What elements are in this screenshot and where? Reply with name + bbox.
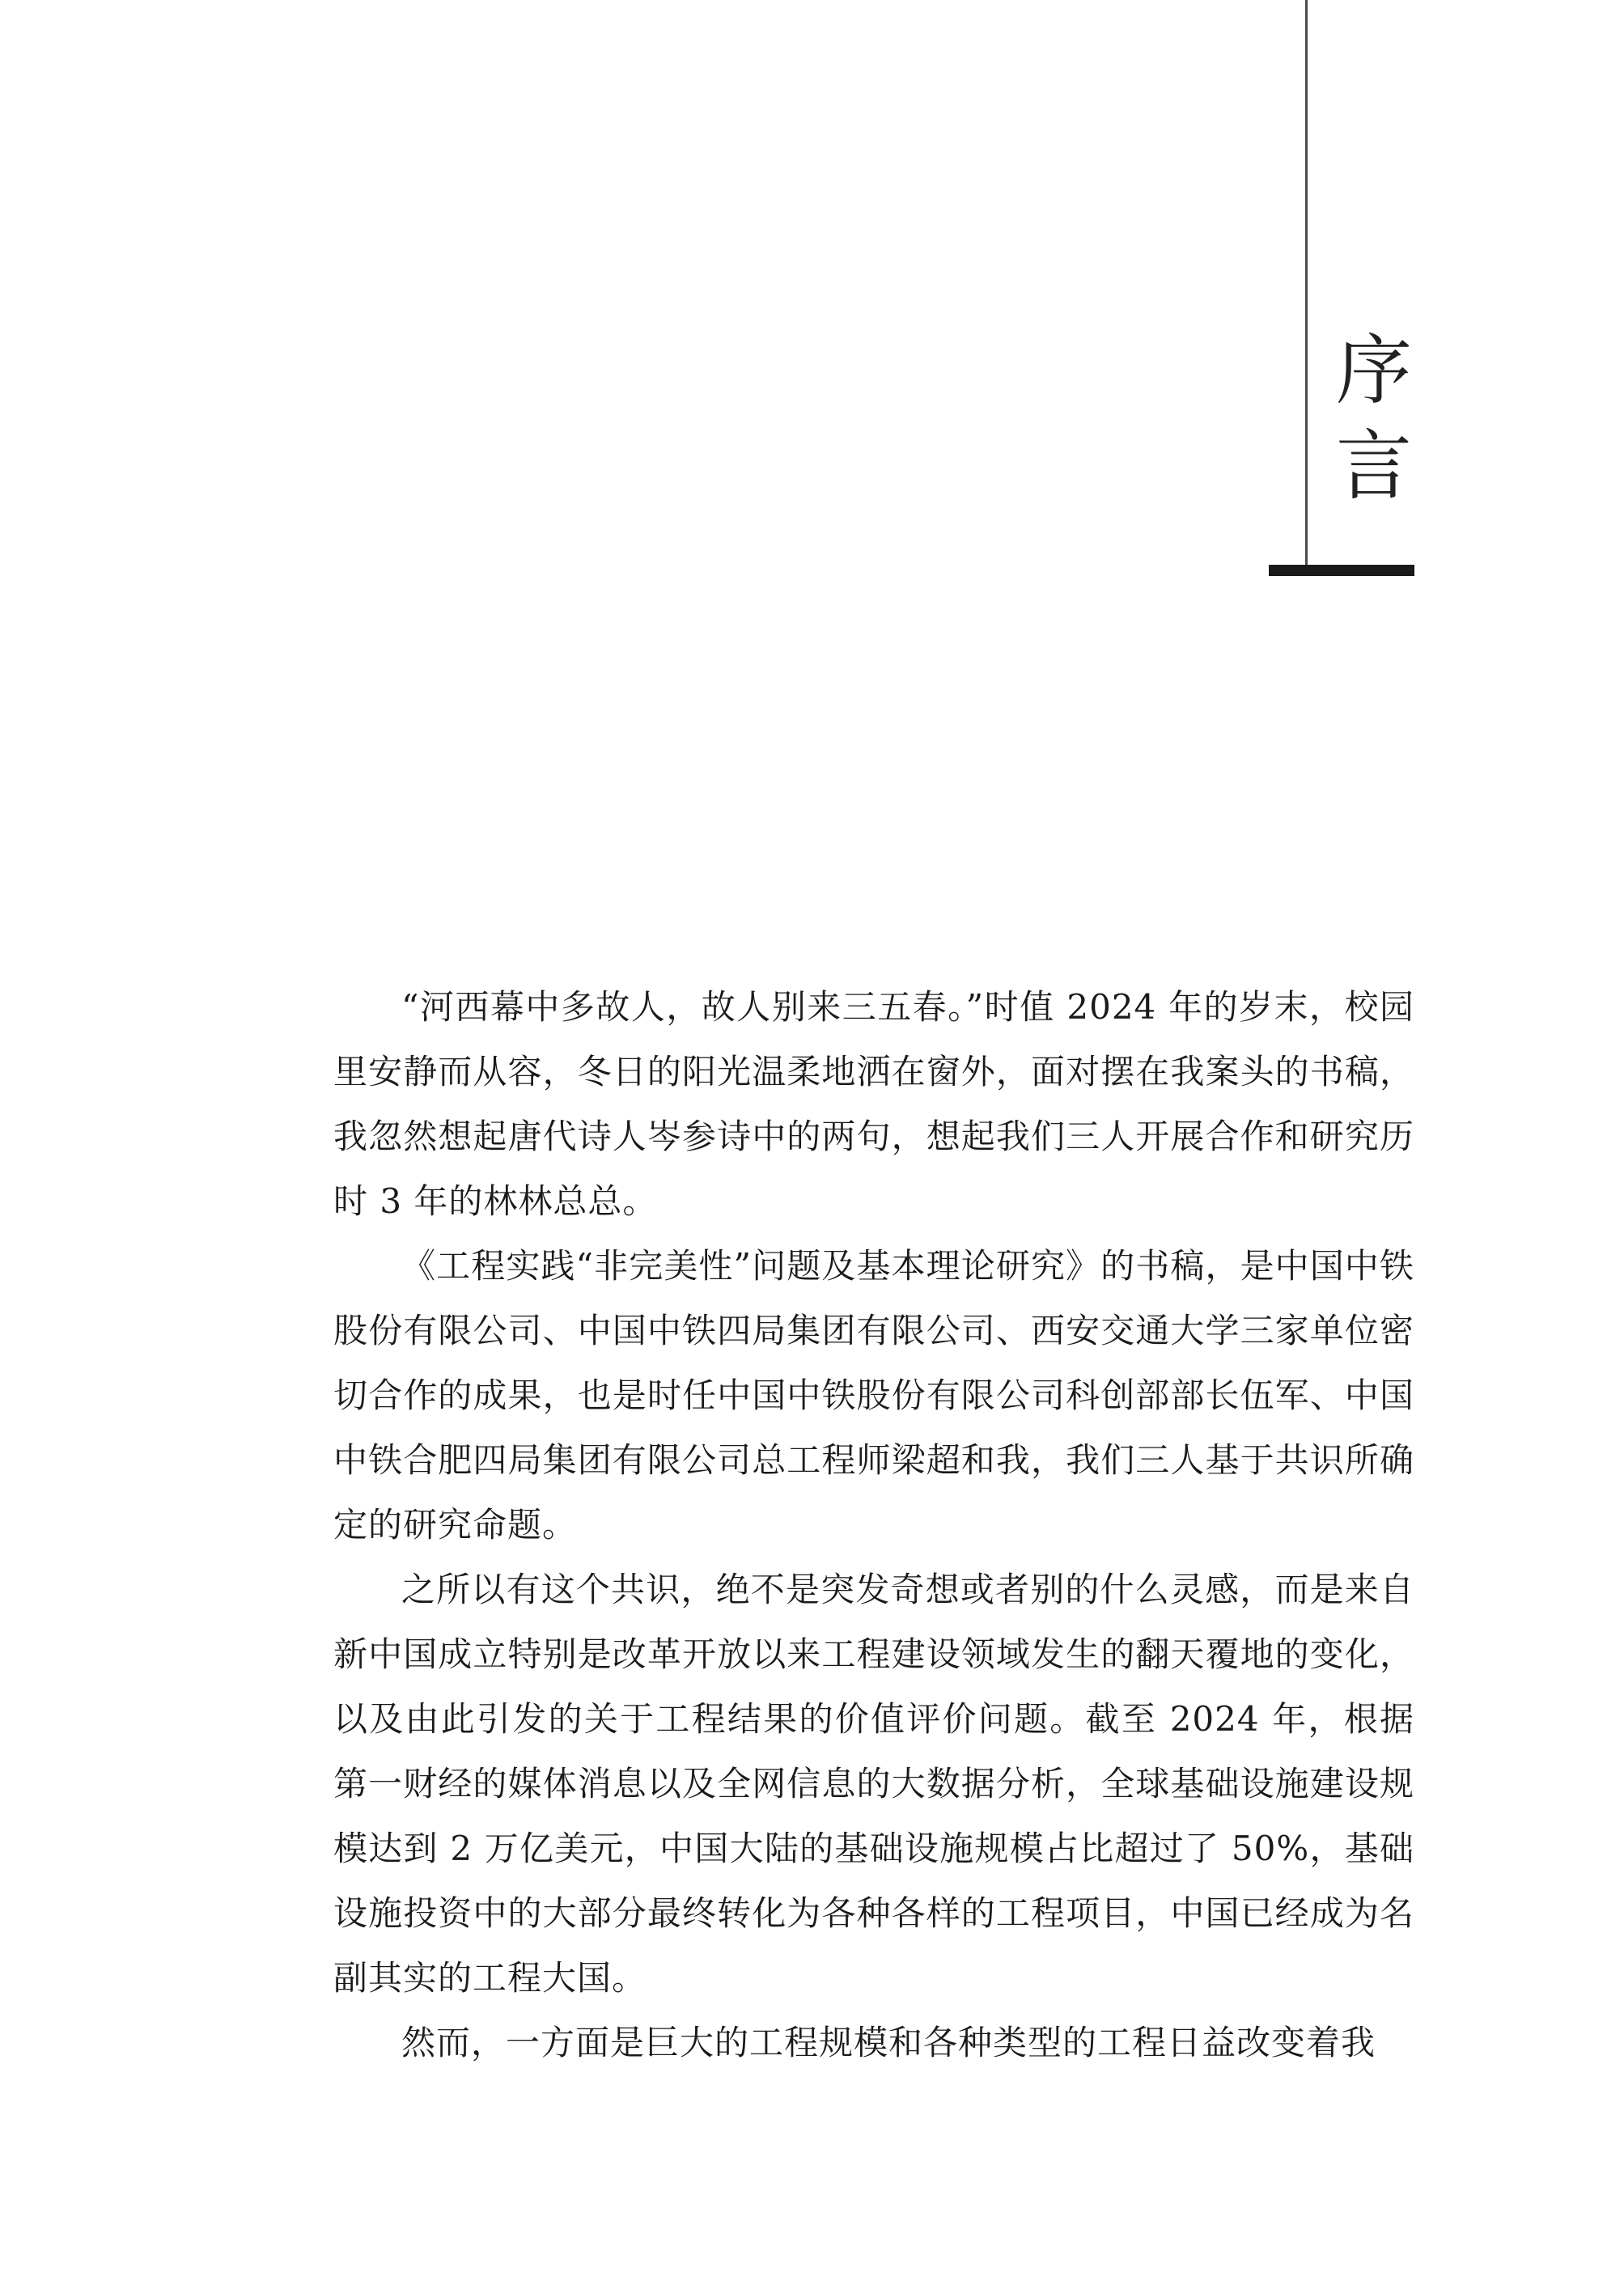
paragraph-2: 《工程实践“非完美性”问题及基本理论研究》的书稿，是中国中铁股份有限公司、中国中铁四局集团有限公司、西安交通大学三家单位密切合作的成果，也是时任中国中铁股份有限公司科创部部长伍军、中国中铁合肥四局集团有限公司总工程师梁超和我，我们三人基于共识所确定的研究命题。 xyxy=(333,1246,1414,1545)
paragraph-4: 然而，一方面是巨大的工程规模和各种类型的工程日益改变着我 xyxy=(401,2023,1376,2062)
title-underline-bar xyxy=(1269,565,1414,576)
chapter-title xyxy=(1334,324,1414,515)
body-text xyxy=(333,975,1414,2075)
title-char-1: 序 xyxy=(1335,327,1412,415)
paragraph-3: 之所以有这个共识，绝不是突发奇想或者别的什么灵感，而是来自新中国成立特别是改革开放以来工程建设领域发生的翻天覆地的变化，以及由此引发的关于工程结果的价值评价问题。截至 2024 年，根据第一财经的媒体消息以及全网信息的大数据分析，全球基础设施建设规模达到 2 万亿美元，中国大陆的基础设施规模占比超过了 50%，基础设施投资中的大部分最终转化为各种各样的工程项目，中国已经成为名副其实的工程大国。 xyxy=(333,1570,1414,1998)
title-char-2: 言 xyxy=(1335,422,1412,511)
paragraph-1: “河西幕中多故人，故人别来三五春。”时值 2024 年的岁末，校园里安静而从容，冬日的阳光温柔地洒在窗外，面对摆在我案头的书稿，我忽然想起唐代诗人岑参诗中的两句，想起我们三人开展合作和研究历时 3 年的林林总总。 xyxy=(333,987,1414,1221)
vertical-rule xyxy=(1305,0,1308,570)
